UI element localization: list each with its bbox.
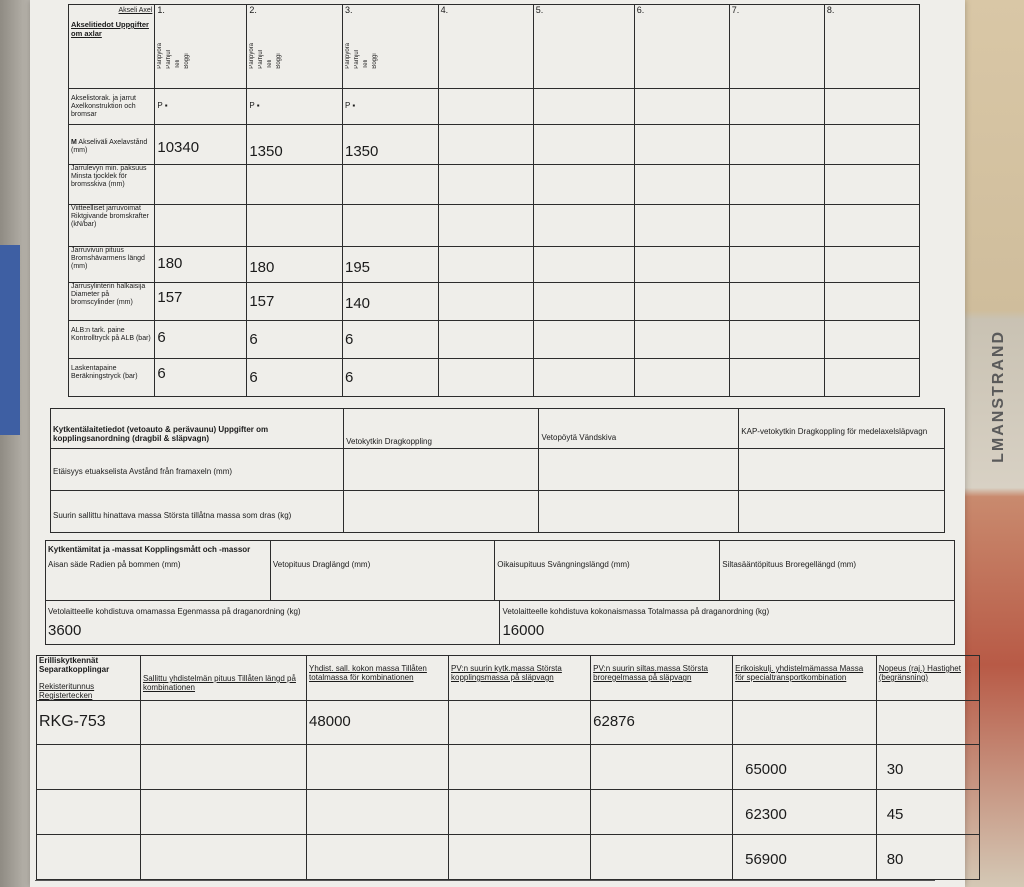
separate-cell bbox=[307, 835, 449, 880]
axle-cell: 6 bbox=[343, 359, 439, 397]
axle-cell: 6 bbox=[247, 321, 343, 359]
coupling-col-header: KAP-vetokytkin Dragkoppling för medelaxelsläpvagn bbox=[739, 409, 945, 449]
subcol-label: Boggi bbox=[276, 53, 283, 69]
coupling-cell bbox=[344, 491, 539, 533]
coupling-mass-row bbox=[46, 601, 955, 645]
subcol-label: Parhjul bbox=[354, 50, 360, 69]
axle-cell bbox=[533, 283, 634, 321]
axle-col-6 bbox=[634, 5, 729, 89]
axle-cell bbox=[533, 125, 634, 165]
separate-cell: 56900 bbox=[733, 835, 877, 880]
axle-row-label: M Akseliväli Axelavstånd (mm) bbox=[69, 125, 155, 165]
separate-cell bbox=[449, 790, 591, 835]
dims-field: Kytkentämitat ja -massat Kopplingsmått och -massor Aisan säde Radien på bommen (mm) bbox=[46, 541, 271, 601]
coupling-info-table bbox=[50, 408, 945, 533]
axle-row bbox=[69, 205, 920, 247]
axle-row bbox=[69, 321, 920, 359]
axle-cell bbox=[824, 283, 919, 321]
coupling-dims-row bbox=[46, 541, 955, 601]
separate-header: Yhdist. sall. kokon massa Tillåten totalmassa för kombinationen bbox=[307, 656, 449, 701]
axle-cell bbox=[533, 247, 634, 283]
axle-row-label: Jarrusylinterin halkaisija Diameter på bromscylinder (mm) bbox=[69, 283, 155, 321]
axle-row bbox=[69, 125, 920, 165]
axle-cell bbox=[533, 165, 634, 205]
dims-field: Vetopituus Draglängd (mm) bbox=[270, 541, 494, 601]
axle-cell bbox=[634, 89, 729, 125]
dims-field: Siltasääntöpituus Broregellängd (mm) bbox=[720, 541, 955, 601]
axle-cell bbox=[343, 205, 439, 247]
separate-cell: 48000 bbox=[307, 701, 449, 745]
axle-cell bbox=[729, 283, 824, 321]
axle-cell: P ▪ bbox=[247, 89, 343, 125]
separate-cell: 65000 bbox=[733, 745, 877, 790]
separate-cell: 80 bbox=[876, 835, 979, 880]
axle-cell bbox=[634, 359, 729, 397]
coupling-info-row bbox=[51, 491, 945, 533]
axle-cell bbox=[438, 125, 533, 165]
axle-cell bbox=[634, 165, 729, 205]
axle-cell: P ▪ bbox=[155, 89, 247, 125]
own-mass-cell: Vetolaitteelle kohdistuva omamassa Egenmassa på draganordning (kg) 3600 bbox=[46, 601, 500, 645]
coupling-info-title: Kytkentälaitetiedot (vetoauto & perävaunu) Uppgifter om kopplingsanordning (dragbil & släpvagn) bbox=[51, 409, 344, 449]
axle-row bbox=[69, 283, 920, 321]
subcol-label: Paripyörä bbox=[157, 43, 164, 69]
axle-row-label: Jarruvivun pituus Bromshävarmens längd (mm) bbox=[69, 247, 155, 283]
axle-row-label: ALB:n tark. paine Kontrolltryck på ALB (bar) bbox=[69, 321, 155, 359]
axle-row bbox=[69, 247, 920, 283]
separate-cell bbox=[591, 745, 733, 790]
registration-document bbox=[30, 0, 965, 887]
axle-cell bbox=[824, 359, 919, 397]
separate-row bbox=[37, 701, 980, 745]
axle-cell bbox=[438, 205, 533, 247]
axle-col-number: 8. bbox=[826, 5, 835, 15]
axle-cell: 6 bbox=[155, 321, 247, 359]
total-mass-value: 16000 bbox=[502, 622, 545, 639]
separate-cell bbox=[449, 835, 591, 880]
subcol-label: Paripyörä bbox=[249, 43, 256, 69]
axle-cell bbox=[824, 321, 919, 359]
separate-row bbox=[37, 790, 980, 835]
separate-header: Erikoiskulj. yhdistelmämassa Massa för specialtransportkombination bbox=[733, 656, 877, 701]
axle-col-7 bbox=[729, 5, 824, 89]
axle-cell bbox=[438, 283, 533, 321]
separate-cell bbox=[591, 790, 733, 835]
axle-cell: 180 bbox=[155, 247, 247, 283]
axle-row-label: Akselistorak. ja jarrut Axelkonstruktion och bromsar bbox=[69, 89, 155, 125]
axle-header-label: Akselitiedot Uppgifter om axlar bbox=[71, 20, 149, 38]
separate-cell bbox=[449, 745, 591, 790]
axle-row-label: Laskentapaine Beräkningstryck (bar) bbox=[69, 359, 155, 397]
axle-col-number: 3. bbox=[345, 5, 353, 15]
separate-cell bbox=[591, 835, 733, 880]
map-label: LMANSTRAND bbox=[990, 330, 1007, 463]
separate-header: PV:n suurin siltas.massa Största broregelmassa på släpvagn bbox=[591, 656, 733, 701]
axle-cell bbox=[438, 247, 533, 283]
coupling-dims-table bbox=[45, 540, 955, 601]
axle-row bbox=[69, 89, 920, 125]
axle-cell: 157 bbox=[155, 283, 247, 321]
axle-label: Akseli Axel bbox=[118, 7, 153, 14]
separate-cell: 62876 bbox=[591, 701, 733, 745]
axle-col-number: 7. bbox=[731, 5, 740, 15]
axle-cell bbox=[729, 205, 824, 247]
axle-cell bbox=[533, 321, 634, 359]
axle-cell: 6 bbox=[247, 359, 343, 397]
axle-cell bbox=[155, 165, 247, 205]
axle-col-number: 2. bbox=[249, 5, 257, 15]
axle-cell: 195 bbox=[343, 247, 439, 283]
separate-header: PV:n suurin kytk.massa Största kopplingsmassa på släpvagn bbox=[449, 656, 591, 701]
axle-col-1 bbox=[155, 5, 247, 89]
axle-col-8 bbox=[824, 5, 919, 89]
coupling-mass-table bbox=[45, 600, 955, 645]
separate-row bbox=[37, 745, 980, 790]
coupling-dims-title: Kytkentämitat ja -massat Kopplingsmått och -massor bbox=[48, 545, 251, 554]
coupling-cell bbox=[344, 449, 539, 491]
axle-cell: 157 bbox=[247, 283, 343, 321]
axle-cell bbox=[438, 359, 533, 397]
separate-cell bbox=[307, 745, 449, 790]
separate-header: Sallittu yhdistelmän pituus Tillåten längd på kombinationen bbox=[140, 656, 306, 701]
axle-col-number: 5. bbox=[535, 5, 544, 15]
separate-cell: 45 bbox=[876, 790, 979, 835]
axle-cell: 140 bbox=[343, 283, 439, 321]
subcol-label: Teli bbox=[175, 59, 182, 69]
subcol-label: Teli bbox=[267, 59, 274, 69]
separate-cell: RKG-753 bbox=[37, 701, 141, 745]
axle-cell bbox=[729, 359, 824, 397]
axle-cell: 1350 bbox=[247, 125, 343, 165]
coupling-cell bbox=[539, 449, 739, 491]
coupling-info-header bbox=[51, 409, 945, 449]
axle-col-number: 4. bbox=[440, 5, 449, 15]
own-mass-value: 3600 bbox=[48, 622, 82, 639]
coupling-col-header: Vetokytkin Dragkoppling bbox=[344, 409, 539, 449]
axle-col-2 bbox=[247, 5, 343, 89]
axle-cell: 10340 bbox=[155, 125, 247, 165]
axle-row bbox=[69, 359, 920, 397]
total-mass-cell: Vetolaitteelle kohdistuva kokonaismassa Totalmassa på draganordning (kg) 16000 bbox=[500, 601, 955, 645]
separate-cell bbox=[307, 790, 449, 835]
coupling-cell bbox=[739, 491, 945, 533]
separate-cell bbox=[449, 701, 591, 745]
axle-cell bbox=[824, 89, 919, 125]
bottom-divider bbox=[35, 880, 935, 881]
separate-header: Erilliskytkennät Separatkopplingar Rekisteritunnus Registertecken bbox=[37, 656, 141, 701]
separate-title: Erilliskytkennät Separatkopplingar bbox=[39, 656, 110, 674]
axle-cell bbox=[533, 89, 634, 125]
axle-cell bbox=[634, 247, 729, 283]
separate-cell bbox=[37, 790, 141, 835]
axle-cell bbox=[155, 205, 247, 247]
separate-cell bbox=[140, 790, 306, 835]
separate-cell: 30 bbox=[876, 745, 979, 790]
axle-cell bbox=[729, 165, 824, 205]
axle-cell bbox=[533, 359, 634, 397]
coupling-row-label: Suurin sallittu hinattava massa Största tillåtna massa som dras (kg) bbox=[51, 491, 344, 533]
axle-cell bbox=[634, 321, 729, 359]
axle-cell bbox=[438, 89, 533, 125]
axle-cell bbox=[438, 165, 533, 205]
axle-cell bbox=[343, 165, 439, 205]
axle-cell bbox=[634, 205, 729, 247]
axle-col-number: 1. bbox=[157, 5, 165, 15]
subcol-label: Boggi bbox=[184, 53, 191, 69]
axle-header-label-cell bbox=[69, 5, 155, 89]
separate-cell bbox=[140, 745, 306, 790]
axle-cell: P ▪ bbox=[343, 89, 439, 125]
axle-row-label: Jarrulevyn min. paksuus Minsta tjocklek för bromsskiva (mm) bbox=[69, 165, 155, 205]
axle-cell bbox=[634, 283, 729, 321]
axle-cell bbox=[247, 165, 343, 205]
separate-header-row bbox=[37, 656, 980, 701]
axle-cell bbox=[438, 321, 533, 359]
axle-cell bbox=[533, 205, 634, 247]
coupling-row-label: Etäisyys etuakselista Avstånd från framaxeln (mm) bbox=[51, 449, 344, 491]
coupling-cell bbox=[739, 449, 945, 491]
axle-cell bbox=[729, 89, 824, 125]
axle-cell bbox=[634, 125, 729, 165]
background-blue-book bbox=[0, 245, 20, 435]
axle-col-5 bbox=[533, 5, 634, 89]
axle-cell: 6 bbox=[155, 359, 247, 397]
separate-cell bbox=[876, 701, 979, 745]
axle-header-row bbox=[69, 5, 920, 89]
axle-cell bbox=[729, 321, 824, 359]
axle-cell bbox=[247, 205, 343, 247]
separate-cell bbox=[140, 835, 306, 880]
axle-cell bbox=[729, 247, 824, 283]
axle-cell bbox=[824, 125, 919, 165]
coupling-info-row bbox=[51, 449, 945, 491]
axle-table bbox=[68, 4, 920, 397]
separate-cell: 62300 bbox=[733, 790, 877, 835]
axle-col-3 bbox=[343, 5, 439, 89]
axle-col-number: 6. bbox=[636, 5, 645, 15]
separate-row bbox=[37, 835, 980, 880]
separate-cell bbox=[37, 835, 141, 880]
subcol-label: Boggi bbox=[372, 53, 378, 69]
dims-field: Oikaisupituus Svängningslängd (mm) bbox=[495, 541, 720, 601]
axle-cell: 6 bbox=[343, 321, 439, 359]
separate-couplings-table bbox=[36, 655, 980, 880]
axle-col-4 bbox=[438, 5, 533, 89]
subcol-label: Teli bbox=[363, 59, 369, 69]
axle-cell bbox=[824, 247, 919, 283]
separate-cell bbox=[37, 745, 141, 790]
axle-cell: 1350 bbox=[343, 125, 439, 165]
axle-cell: 180 bbox=[247, 247, 343, 283]
axle-row-label: Viitteelliset jarruvoimat Riktgivande bromskrafter (kN/bar) bbox=[69, 205, 155, 247]
subcol-label: Parhjul bbox=[166, 50, 173, 69]
axle-cell bbox=[729, 125, 824, 165]
axle-row bbox=[69, 165, 920, 205]
separate-cell bbox=[140, 701, 306, 745]
axle-cell bbox=[824, 205, 919, 247]
coupling-col-header: Vetopöytä Vändskiva bbox=[539, 409, 739, 449]
separate-header: Nopeus (raj.) Hastighet (begränsning) bbox=[876, 656, 979, 701]
subcol-label: Parhjul bbox=[258, 50, 265, 69]
coupling-cell bbox=[539, 491, 739, 533]
axle-cell bbox=[824, 165, 919, 205]
separate-cell bbox=[733, 701, 877, 745]
subcol-label: Paripyörä bbox=[345, 43, 351, 69]
